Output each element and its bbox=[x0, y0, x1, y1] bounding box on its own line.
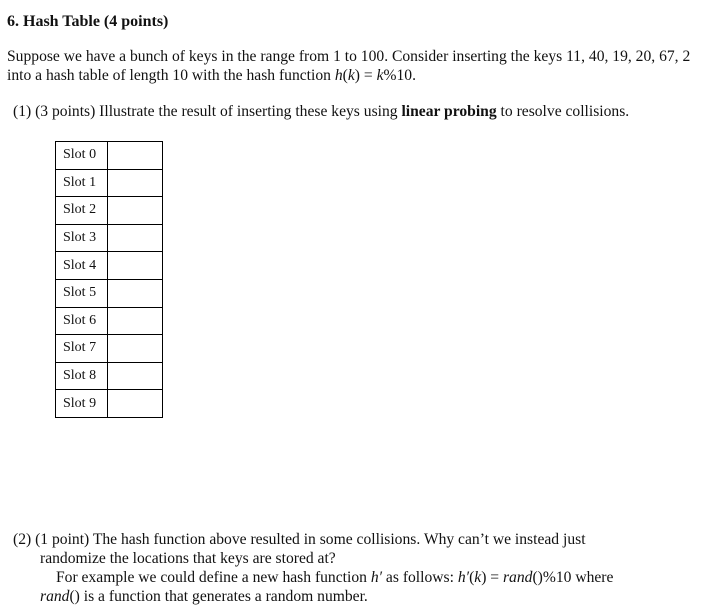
slot-value[interactable] bbox=[108, 390, 163, 418]
math-paren: ( bbox=[342, 67, 348, 84]
slot-label: Slot 8 bbox=[56, 362, 108, 390]
math-k: k bbox=[474, 569, 482, 586]
slot-label: Slot 5 bbox=[56, 279, 108, 307]
part2-line-1: (2) (1 point) The hash function above resulted in some collisions. Why can’t we instead just bbox=[13, 531, 586, 548]
slot-value[interactable] bbox=[108, 197, 163, 225]
intro-text: into a hash table of length 10 with the hash function bbox=[7, 67, 335, 84]
intro-line-1: Suppose we have a bunch of keys in the range from 1 to 100. Consider inserting the keys 11, 40, 19, 20, 67, 2 bbox=[7, 48, 691, 65]
part1-bold: linear probing bbox=[401, 103, 497, 120]
slot-value[interactable] bbox=[108, 335, 163, 363]
math-k2: k bbox=[376, 67, 384, 84]
slot-value[interactable] bbox=[108, 279, 163, 307]
slot-value[interactable] bbox=[108, 224, 163, 252]
question-title: 6. Hash Table (4 points) bbox=[7, 13, 169, 30]
p2-text-e: ()%10 where bbox=[532, 569, 614, 586]
math-eq: ) = bbox=[354, 67, 377, 84]
p2-text-b: as follows: bbox=[382, 569, 458, 586]
slot-value[interactable] bbox=[108, 307, 163, 335]
table-row bbox=[56, 362, 163, 390]
part2-line-4 bbox=[40, 588, 368, 606]
math-rand: rand bbox=[502, 569, 533, 586]
part1-text-a: (1) (3 points) Illustrate the result of inserting these keys using bbox=[13, 103, 402, 120]
slot-value[interactable] bbox=[108, 362, 163, 390]
math-rand2: rand bbox=[40, 588, 70, 605]
slot-label: Slot 0 bbox=[56, 142, 108, 170]
table-row bbox=[56, 224, 163, 252]
table-row bbox=[56, 335, 163, 363]
part2-line-3 bbox=[56, 569, 613, 587]
math-mod: %10. bbox=[383, 67, 416, 84]
slot-label: Slot 7 bbox=[56, 335, 108, 363]
math-h: h bbox=[334, 67, 343, 84]
slot-label: Slot 1 bbox=[56, 169, 108, 197]
math-k: k bbox=[347, 67, 355, 84]
table-row bbox=[56, 279, 163, 307]
slot-label: Slot 6 bbox=[56, 307, 108, 335]
table-row bbox=[56, 169, 163, 197]
slot-value[interactable] bbox=[108, 169, 163, 197]
p2-text-f: () is a function that generates a random number. bbox=[69, 588, 368, 605]
slot-label: Slot 4 bbox=[56, 252, 108, 280]
table-row bbox=[56, 252, 163, 280]
math-eq: ) = bbox=[481, 569, 503, 586]
slot-label: Slot 3 bbox=[56, 224, 108, 252]
slot-value[interactable] bbox=[108, 252, 163, 280]
math-hprime2: h′ bbox=[457, 569, 470, 586]
math-paren: ( bbox=[469, 569, 475, 586]
part1-prompt bbox=[13, 103, 629, 121]
slot-label: Slot 2 bbox=[56, 197, 108, 225]
hash-table bbox=[55, 141, 163, 418]
intro-line-2 bbox=[7, 67, 416, 85]
math-hprime: h′ bbox=[370, 569, 383, 586]
table-row bbox=[56, 197, 163, 225]
table-row bbox=[56, 307, 163, 335]
slot-value[interactable] bbox=[108, 142, 163, 170]
part2-line-2: randomize the locations that keys are stored at? bbox=[40, 550, 336, 567]
table-row bbox=[56, 390, 163, 418]
slot-label: Slot 9 bbox=[56, 390, 108, 418]
table-row bbox=[56, 142, 163, 170]
p2-text-a: For example we could define a new hash function bbox=[56, 569, 371, 586]
part1-text-b: to resolve collisions. bbox=[496, 103, 630, 120]
